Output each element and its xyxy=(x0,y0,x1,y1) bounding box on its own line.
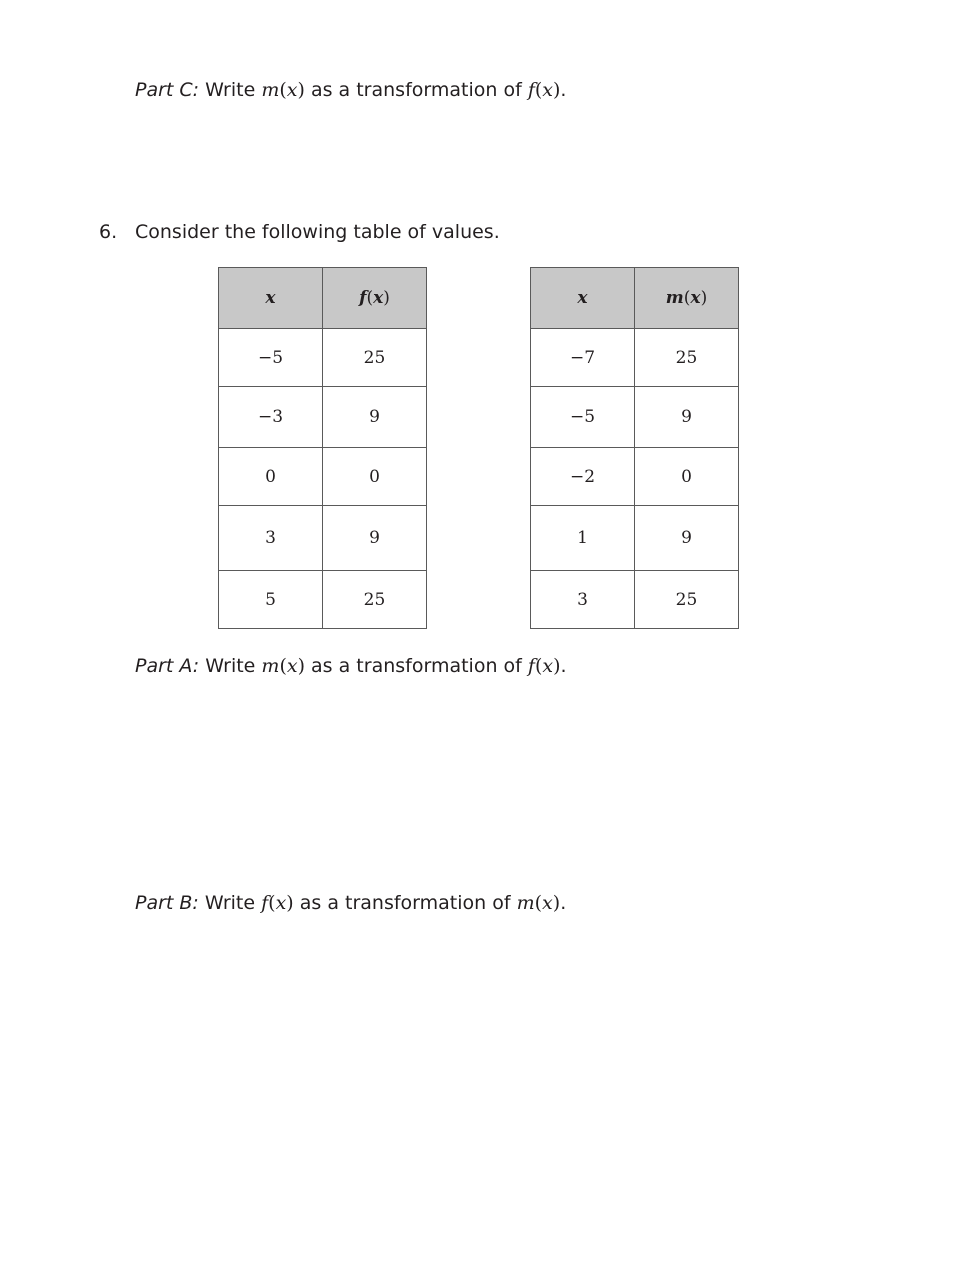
table-row xyxy=(531,387,739,448)
part-b-end: . xyxy=(560,892,567,914)
table-m-header-fn: m(x) xyxy=(635,268,739,329)
part-a-function-b: f(x) xyxy=(527,655,561,677)
table-row xyxy=(531,506,739,571)
question-number: 6. xyxy=(99,221,118,243)
part-a-function-a: m(x) xyxy=(261,655,305,677)
table-m-cell-x: 1 xyxy=(531,506,635,571)
table-m-cell-y: 9 xyxy=(635,387,739,448)
table-f-cell-y: 9 xyxy=(323,387,427,448)
part-b-label: Part B: xyxy=(135,892,199,914)
table-row xyxy=(219,571,427,629)
table-header-row xyxy=(531,268,739,329)
table-m-cell-y: 0 xyxy=(635,448,739,506)
part-b-text-2: as a transformation of xyxy=(293,892,517,914)
table-row xyxy=(219,387,427,448)
table-row xyxy=(219,506,427,571)
table-f-header-fn: f(x) xyxy=(323,268,427,329)
part-b-function-b: m(x) xyxy=(516,892,561,914)
part-c-prompt xyxy=(135,78,566,102)
table-f-cell-y: 9 xyxy=(323,506,427,571)
question-prompt: Consider the following table of values. xyxy=(135,221,500,243)
part-c-label: Part C: xyxy=(135,79,200,101)
part-c-function-a: m(x) xyxy=(261,79,305,101)
part-a-end: . xyxy=(560,655,567,677)
table-m-cell-y: 25 xyxy=(635,329,739,387)
part-c-function-b: f(x) xyxy=(527,79,561,101)
table-m-values xyxy=(530,267,739,629)
table-row xyxy=(219,448,427,506)
table-f-cell-y: 25 xyxy=(323,571,427,629)
table-m-cell-y: 25 xyxy=(635,571,739,629)
table-f-cell-x: 5 xyxy=(219,571,323,629)
table-m-cell-x: 3 xyxy=(531,571,635,629)
part-b-text-1: Write xyxy=(198,892,262,914)
table-f-cell-x: 3 xyxy=(219,506,323,571)
part-b-prompt xyxy=(135,891,566,915)
part-a-text-2: as a transformation of xyxy=(305,655,528,677)
part-a-prompt xyxy=(135,654,567,678)
table-f-cell-x: −3 xyxy=(219,387,323,448)
table-f-cell-x: 0 xyxy=(219,448,323,506)
table-m-cell-x: −2 xyxy=(531,448,635,506)
table-m-cell-x: −5 xyxy=(531,387,635,448)
table-row xyxy=(531,571,739,629)
table-m-cell-x: −7 xyxy=(531,329,635,387)
table-f-cell-x: −5 xyxy=(219,329,323,387)
table-f-cell-y: 0 xyxy=(323,448,427,506)
table-row xyxy=(531,448,739,506)
part-c-end: . xyxy=(560,79,567,101)
part-c-text-1: Write xyxy=(199,79,262,101)
table-row xyxy=(531,329,739,387)
table-f-cell-y: 25 xyxy=(323,329,427,387)
part-a-label: Part A: xyxy=(135,655,200,677)
part-b-function-a: f(x) xyxy=(261,892,294,914)
table-m-cell-y: 9 xyxy=(635,506,739,571)
table-row xyxy=(219,329,427,387)
part-c-text-2: as a transformation of xyxy=(304,79,528,101)
part-a-text-1: Write xyxy=(199,655,262,677)
table-m-header-x: x xyxy=(531,268,635,329)
table-header-row xyxy=(219,268,427,329)
table-f-values xyxy=(218,267,427,629)
table-f-header-x: x xyxy=(219,268,323,329)
